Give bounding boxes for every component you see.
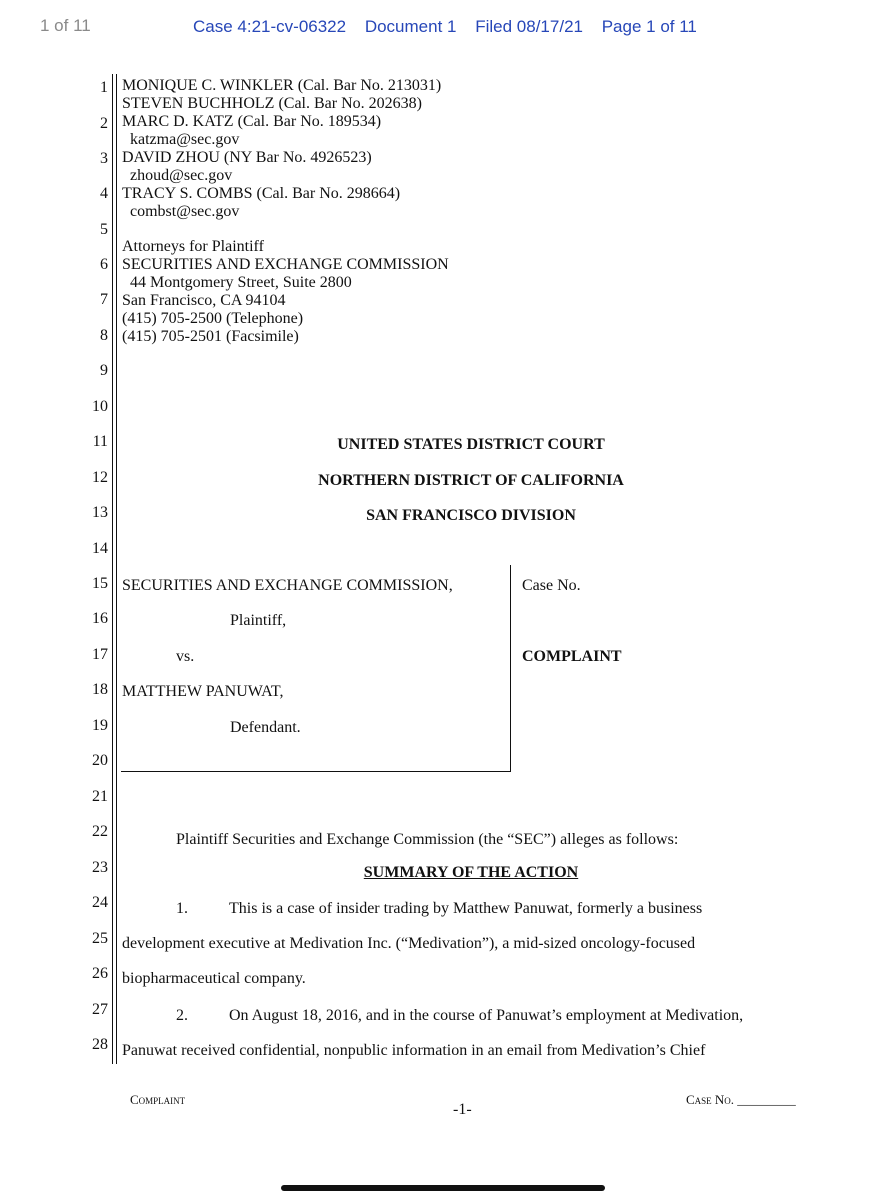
header-document: Document 1 (364, 17, 457, 36)
line-number: 21 (92, 788, 108, 805)
line-number: 13 (92, 504, 108, 521)
attorney-line: MARC D. KATZ (Cal. Bar No. 189534) (122, 113, 382, 130)
attorney-line: (415) 705-2501 (Facsimile) (122, 328, 299, 345)
caption-doc-type: COMPLAINT (522, 648, 622, 665)
footer-page-number: -1- (453, 1101, 472, 1118)
caption-vs: vs. (176, 648, 195, 665)
caption-plaintiff-role: Plaintiff, (230, 612, 287, 629)
line-number: 14 (92, 540, 108, 557)
line-number: 11 (92, 433, 108, 450)
attorney-email: katzma@sec.gov (130, 131, 240, 148)
attorney-email: combst@sec.gov (130, 203, 240, 220)
line-number: 4 (100, 185, 108, 202)
line-number: 18 (92, 681, 108, 698)
attorney-line: TRACY S. COMBS (Cal. Bar No. 298664) (122, 185, 401, 202)
attorney-email: zhoud@sec.gov (130, 167, 233, 184)
line-number: 2 (100, 115, 108, 132)
attorney-line: DAVID ZHOU (NY Bar No. 4926523) (122, 149, 372, 166)
header-filed: Filed 08/17/21 (475, 17, 583, 36)
paragraph-1-line: This is a case of insider trading by Matthew Panuwat, formerly a business (229, 900, 703, 917)
line-number: 3 (100, 150, 108, 167)
line-number: 17 (92, 646, 108, 663)
caption-case-no: Case No. (522, 577, 581, 594)
pleading-rule-left-1 (112, 74, 113, 1064)
footer-right: Case No. _________ (686, 1092, 796, 1107)
line-number: 9 (100, 362, 108, 379)
court-name: UNITED STATES DISTRICT COURT (337, 436, 605, 453)
paragraph-number: 2. (176, 1007, 188, 1024)
ecf-header (193, 17, 711, 37)
attorney-line: MONIQUE C. WINKLER (Cal. Bar No. 213031) (122, 77, 442, 94)
line-number: 6 (100, 256, 108, 273)
line-number: 24 (92, 894, 108, 911)
caption-bottom-rule (121, 771, 511, 772)
home-indicator[interactable] (281, 1185, 605, 1191)
footer-left: Complaint (130, 1092, 186, 1107)
attorney-address: 44 Montgomery Street, Suite 2800 (130, 274, 352, 291)
intro-paragraph: Plaintiff Securities and Exchange Commission (the “SEC”) alleges as follows: (176, 831, 679, 848)
line-number: 15 (92, 575, 108, 592)
caption-plaintiff: SECURITIES AND EXCHANGE COMMISSION, (122, 577, 453, 594)
court-district: NORTHERN DISTRICT OF CALIFORNIA (318, 472, 624, 489)
line-number: 28 (92, 1036, 108, 1053)
header-page: Page 1 of 11 (601, 17, 697, 36)
paragraph-number: 1. (176, 900, 188, 917)
line-number: 5 (100, 221, 108, 238)
line-number: 16 (92, 610, 108, 627)
line-number: 20 (92, 752, 108, 769)
line-number: 27 (92, 1001, 108, 1018)
page-counter: 1 of 11 (40, 16, 91, 35)
pleading-rule-left-2 (116, 74, 117, 1064)
paragraph-1-line: biopharmaceutical company. (122, 970, 306, 987)
line-number: 8 (100, 327, 108, 344)
line-number: 19 (92, 717, 108, 734)
attorney-line: SECURITIES AND EXCHANGE COMMISSION (122, 256, 449, 273)
section-heading: SUMMARY OF THE ACTION (363, 864, 579, 881)
line-number: 1 (100, 79, 108, 96)
attorney-line: (415) 705-2500 (Telephone) (122, 310, 304, 327)
line-number: 10 (92, 398, 108, 415)
paragraph-1-line: development executive at Medivation Inc. (“Medivation”), a mid-sized oncology-focused (122, 935, 696, 952)
line-number: 25 (92, 930, 108, 947)
line-number: 26 (92, 965, 108, 982)
attorney-line: San Francisco, CA 94104 (122, 292, 286, 309)
attorney-line: STEVEN BUCHHOLZ (Cal. Bar No. 202638) (122, 95, 422, 112)
line-number: 23 (92, 859, 108, 876)
caption-defendant: MATTHEW PANUWAT, (122, 683, 284, 700)
attorney-line: Attorneys for Plaintiff (122, 238, 264, 255)
line-number: 22 (92, 823, 108, 840)
line-number: 7 (100, 291, 108, 308)
court-division: SAN FRANCISCO DIVISION (366, 507, 576, 524)
caption-divider (510, 565, 511, 772)
header-case: Case 4:21-cv-06322 (193, 17, 347, 36)
paragraph-2-line: On August 18, 2016, and in the course of Panuwat’s employment at Medivation, (229, 1007, 744, 1024)
line-number: 12 (92, 469, 108, 486)
paragraph-2-line: Panuwat received confidential, nonpublic information in an email from Medivation’s Chief (122, 1042, 706, 1059)
caption-defendant-role: Defendant. (230, 719, 301, 736)
